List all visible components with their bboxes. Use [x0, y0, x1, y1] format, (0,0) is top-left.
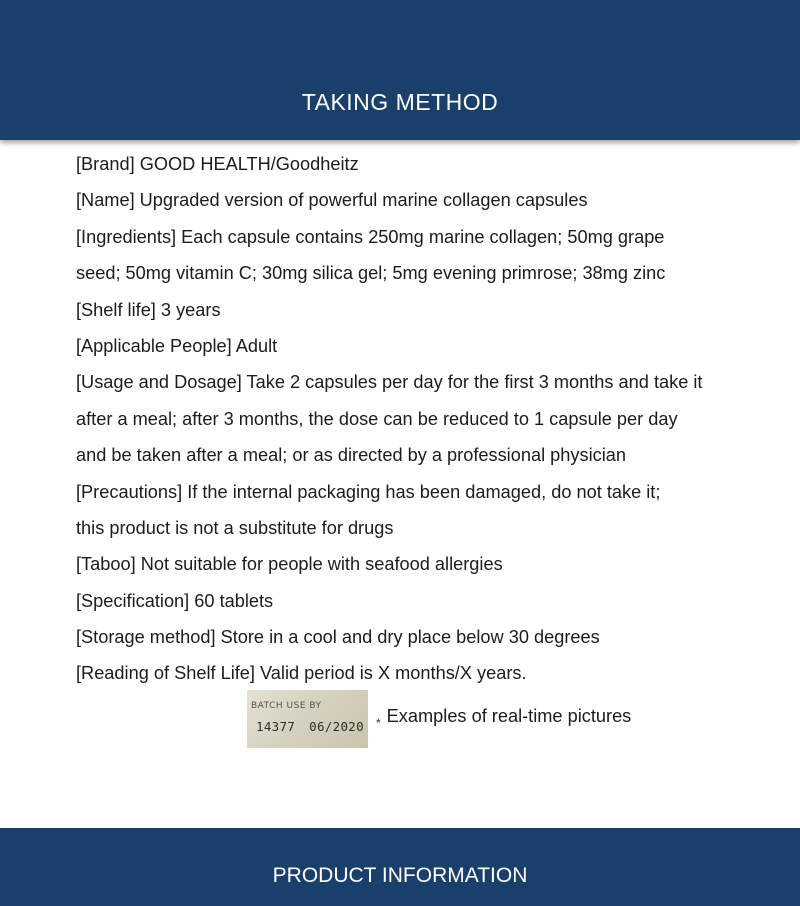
taking-method-banner: [0, 0, 800, 140]
batch-number: 14377: [256, 719, 296, 734]
taking-method-title: TAKING METHOD: [301, 89, 499, 115]
batch-label-header: BATCH USE BY: [251, 701, 322, 711]
detail-line-usage: [Usage and Dosage] Take 2 capsules per day for the first 3 months and take it: [76, 372, 703, 393]
detail-line-reading-shelf-life: [Reading of Shelf Life] Valid period is X months/X years.: [76, 663, 527, 684]
use-by-date: 06/2020: [309, 719, 364, 734]
detail-line-usage-cont-1: after a meal; after 3 months, the dose can be reduced to 1 capsule per day: [76, 408, 678, 429]
product-information-title: PRODUCT INFORMATION: [272, 864, 528, 887]
shelf-life-example: [247, 690, 631, 748]
batch-label-photo: [247, 690, 368, 748]
detail-line-specification: [Specification] 60 tablets: [76, 590, 274, 611]
detail-line-shelf-life: [Shelf life] 3 years: [76, 299, 221, 320]
detail-line-usage-cont-2: and be taken after a meal; or as directed by a professional physician: [76, 445, 626, 466]
example-note: Examples of real-time pictures: [386, 705, 632, 726]
detail-line-applicable-people: [Applicable People] Adult: [76, 335, 278, 356]
detail-line-taboo: [Taboo] Not suitable for people with seafood allergies: [76, 554, 503, 575]
asterisk-icon: *: [376, 716, 381, 730]
detail-line-storage: [Storage method] Store in a cool and dry place below 30 degrees: [76, 627, 600, 648]
product-details: [76, 146, 776, 692]
detail-line-brand: [Brand] GOOD HEALTH/Goodheitz: [76, 154, 359, 174]
product-information-banner: [0, 828, 800, 906]
detail-line-name: [Name] Upgraded version of powerful marine collagen capsules: [76, 190, 588, 211]
detail-line-ingredients-cont: seed; 50mg vitamin C; 30mg silica gel; 5mg evening primrose; 38mg zinc: [76, 263, 666, 284]
detail-line-precautions: [Precautions] If the internal packaging has been damaged, do not take it;: [76, 481, 661, 502]
detail-line-ingredients: [Ingredients] Each capsule contains 250mg marine collagen; 50mg grape: [76, 226, 665, 247]
batch-label-values: [256, 719, 364, 734]
detail-line-precautions-cont: this product is not a substitute for drugs: [76, 517, 394, 538]
